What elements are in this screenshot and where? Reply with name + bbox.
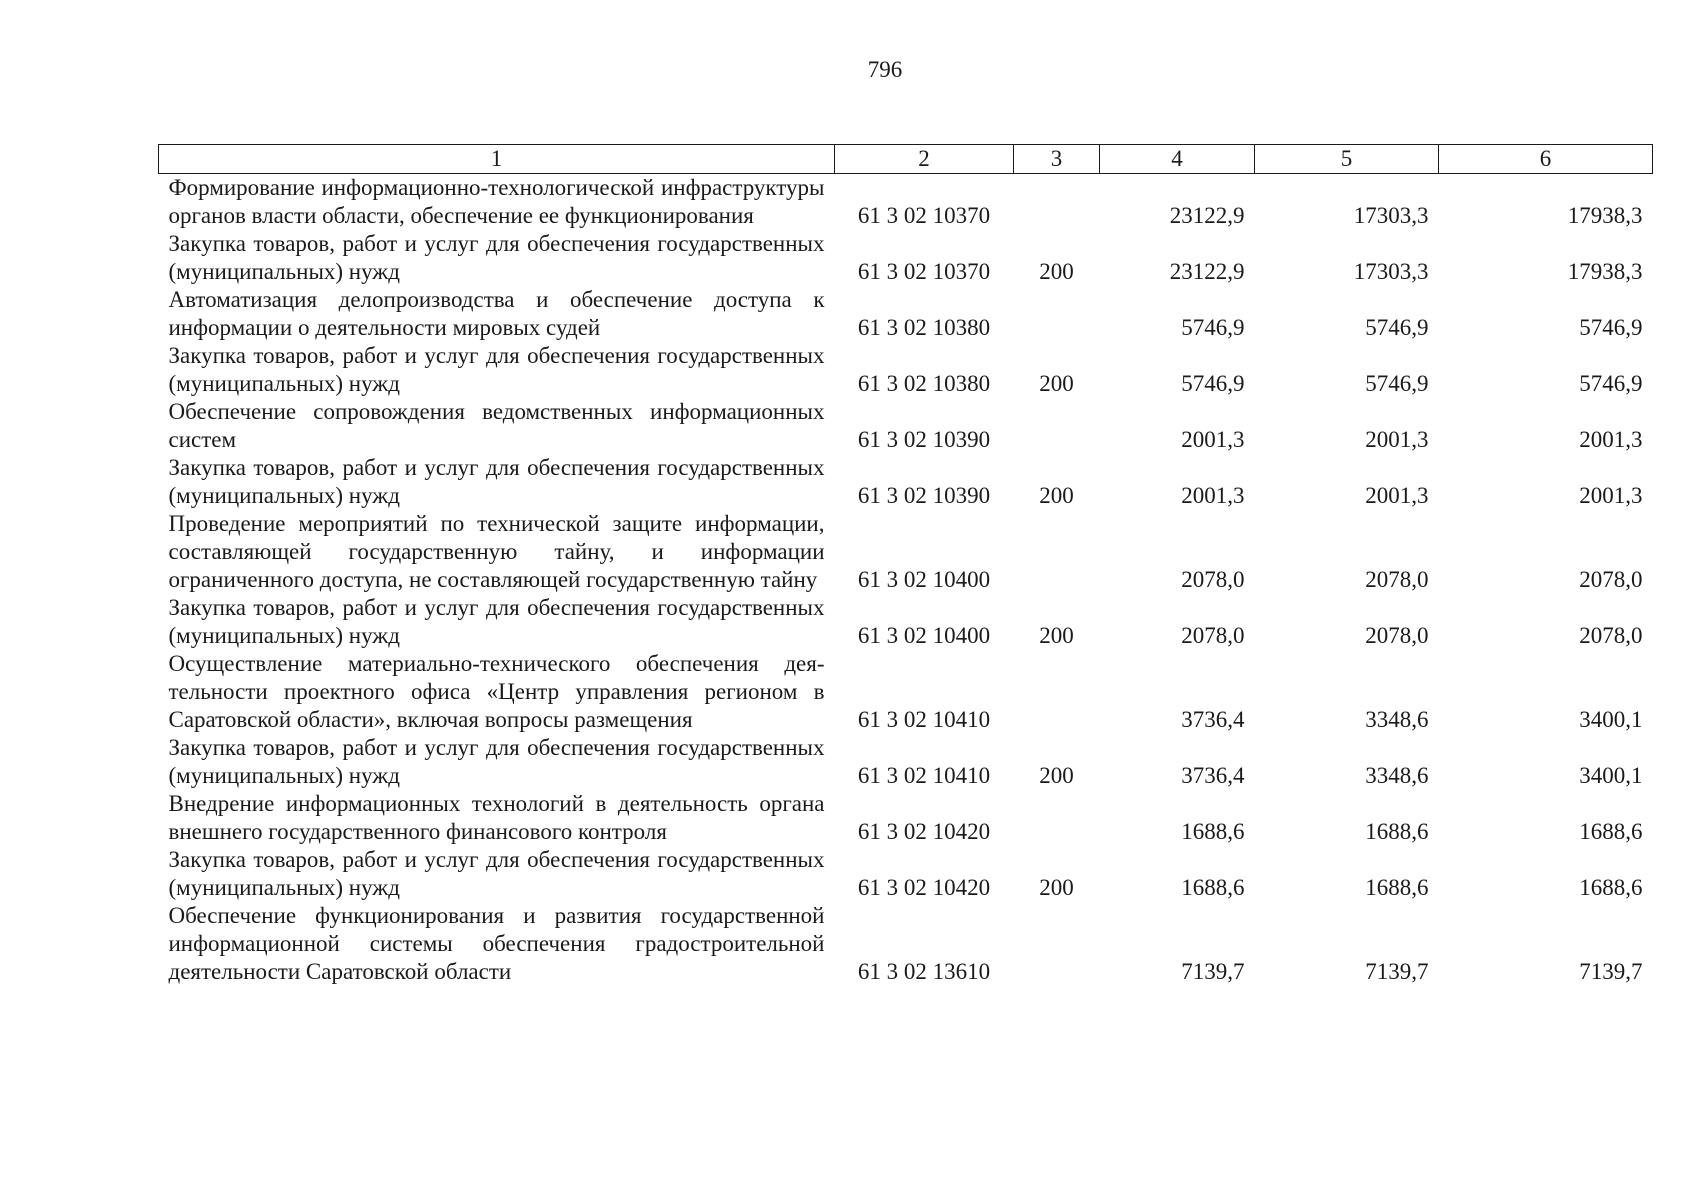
page-number: 796 bbox=[867, 57, 903, 82]
row-code: 61 3 02 10390 bbox=[857, 427, 991, 452]
row-value-col4: 1688,6 bbox=[1181, 875, 1245, 900]
row-value-col4: 2001,3 bbox=[1181, 483, 1245, 508]
row-value-col5: 2078,0 bbox=[1365, 623, 1429, 648]
row-name: Формирование информационно-технологической инфраструктуры органов власти области, обеспечение ее функционирования bbox=[168, 175, 825, 228]
row-value-col6: 1688,6 bbox=[1579, 875, 1643, 900]
row-code: 61 3 02 10390 bbox=[857, 483, 991, 508]
row-value-col6: 2001,3 bbox=[1579, 483, 1643, 508]
row-value-col4: 7139,7 bbox=[1181, 959, 1245, 984]
row-value-col5: 3348,6 bbox=[1365, 763, 1429, 788]
row-value-col5: 5746,9 bbox=[1365, 315, 1429, 340]
row-code: 61 3 02 10400 bbox=[857, 623, 991, 648]
header-cell-5: 5 bbox=[1255, 145, 1439, 174]
table-row bbox=[159, 650, 1653, 734]
row-expense-type: 200 bbox=[1039, 259, 1074, 284]
table-row bbox=[159, 174, 1653, 231]
row-code: 61 3 02 10370 bbox=[857, 259, 991, 284]
row-name: Автоматизация делопроизводства и обеспечение доступа к информации о деятельности мировых судей bbox=[168, 287, 825, 340]
row-name: Проведение мероприятий по технической защите информации, составляющей государственную тайну, и информации ограниченного доступа, не составляющей государственную тайну bbox=[168, 511, 825, 592]
row-value-col4: 2078,0 bbox=[1181, 567, 1245, 592]
row-code: 61 3 02 10380 bbox=[857, 371, 991, 396]
row-expense-type: 200 bbox=[1039, 763, 1074, 788]
row-value-col5: 1688,6 bbox=[1365, 875, 1429, 900]
row-value-col5: 17303,3 bbox=[1353, 203, 1429, 228]
row-code: 61 3 02 13610 bbox=[857, 959, 991, 984]
table-body bbox=[159, 174, 1653, 987]
row-expense-type: 200 bbox=[1039, 875, 1074, 900]
table-row bbox=[159, 454, 1653, 510]
header-cell-2: 2 bbox=[835, 145, 1014, 174]
row-value-col6: 5746,9 bbox=[1579, 315, 1643, 340]
row-code: 61 3 02 10420 bbox=[857, 819, 991, 844]
row-name: Внедрение информационных технологий в деятельность органа внешнего государственного финансового контроля bbox=[168, 791, 825, 844]
row-value-col4: 3736,4 bbox=[1181, 763, 1245, 788]
header-cell-1: 1 bbox=[159, 145, 835, 174]
row-value-col4: 5746,9 bbox=[1181, 315, 1245, 340]
row-expense-type: 200 bbox=[1039, 371, 1074, 396]
row-name: Закупка товаров, работ и услуг для обеспечения государственных (муниципальных) нужд bbox=[168, 735, 825, 788]
table-row bbox=[159, 594, 1653, 650]
row-code: 61 3 02 10410 bbox=[857, 763, 991, 788]
row-code: 61 3 02 10370 bbox=[857, 203, 991, 228]
row-value-col6: 2078,0 bbox=[1579, 567, 1643, 592]
row-value-col4: 1688,6 bbox=[1181, 819, 1245, 844]
row-name: Закупка товаров, работ и услуг для обеспечения государственных (муниципальных) нужд bbox=[168, 343, 825, 396]
row-code: 61 3 02 10420 bbox=[857, 875, 991, 900]
row-value-col5: 3348,6 bbox=[1365, 707, 1429, 732]
row-name: Закупка товаров, работ и услуг для обеспечения государственных (муниципальных) нужд bbox=[168, 455, 825, 508]
row-value-col4: 23122,9 bbox=[1169, 203, 1245, 228]
table-row bbox=[159, 790, 1653, 846]
table-header bbox=[159, 145, 1653, 174]
row-name: Закупка товаров, работ и услуг для обеспечения государственных (муниципальных) нужд bbox=[168, 847, 825, 900]
row-name: Осуществление материально-технического обеспечения деятельности проектного офиса «Центр управления регионом в Саратовской области», включая вопросы размещения bbox=[168, 651, 825, 732]
table-row bbox=[159, 230, 1653, 286]
row-value-col5: 17303,3 bbox=[1353, 259, 1429, 284]
row-expense-type: 200 bbox=[1039, 483, 1074, 508]
row-value-col4: 2001,3 bbox=[1181, 427, 1245, 452]
header-cell-3: 3 bbox=[1014, 145, 1100, 174]
row-code: 61 3 02 10400 bbox=[857, 567, 991, 592]
row-value-col5: 2001,3 bbox=[1365, 427, 1429, 452]
header-cell-6: 6 bbox=[1439, 145, 1653, 174]
row-value-col5: 2001,3 bbox=[1365, 483, 1429, 508]
table-row bbox=[159, 734, 1653, 790]
row-name: Закупка товаров, работ и услуг для обеспечения государственных (муниципальных) нужд bbox=[168, 231, 825, 284]
row-code: 61 3 02 10380 bbox=[857, 315, 991, 340]
row-expense-type bbox=[1014, 902, 1100, 986]
row-value-col6: 17938,3 bbox=[1567, 259, 1643, 284]
header-cell-4: 4 bbox=[1100, 145, 1255, 174]
row-value-col4: 5746,9 bbox=[1181, 371, 1245, 396]
row-name: Обеспечение сопровождения ведомственных информационных систем bbox=[168, 399, 825, 452]
row-name: Обеспечение функционирования и развития государственной информационной системы обеспечения градостроительной деятельности Саратовской области bbox=[168, 903, 825, 984]
row-name: Закупка товаров, работ и услуг для обеспечения государственных (муниципальных) нужд bbox=[168, 595, 825, 648]
row-value-col4: 23122,9 bbox=[1169, 259, 1245, 284]
table-row bbox=[159, 846, 1653, 902]
row-value-col6: 1688,6 bbox=[1579, 819, 1643, 844]
row-expense-type bbox=[1014, 510, 1100, 594]
table-row bbox=[159, 398, 1653, 454]
row-value-col5: 7139,7 bbox=[1365, 959, 1429, 984]
row-value-col6: 2001,3 bbox=[1579, 427, 1643, 452]
row-value-col4: 2078,0 bbox=[1181, 623, 1245, 648]
row-value-col6: 7139,7 bbox=[1579, 959, 1643, 984]
table-row bbox=[159, 510, 1653, 594]
table-row bbox=[159, 342, 1653, 398]
row-expense-type bbox=[1014, 790, 1100, 846]
table-row bbox=[159, 902, 1653, 986]
row-value-col6: 3400,1 bbox=[1579, 707, 1643, 732]
header-row bbox=[159, 145, 1653, 174]
budget-table bbox=[158, 144, 1653, 986]
row-expense-type bbox=[1014, 398, 1100, 454]
row-code: 61 3 02 10410 bbox=[857, 707, 991, 732]
row-value-col4: 3736,4 bbox=[1181, 707, 1245, 732]
row-expense-type bbox=[1014, 286, 1100, 342]
row-value-col6: 2078,0 bbox=[1579, 623, 1643, 648]
row-expense-type bbox=[1014, 650, 1100, 734]
row-value-col5: 1688,6 bbox=[1365, 819, 1429, 844]
row-value-col6: 5746,9 bbox=[1579, 371, 1643, 396]
table-row bbox=[159, 286, 1653, 342]
row-expense-type bbox=[1014, 174, 1100, 231]
row-value-col5: 2078,0 bbox=[1365, 567, 1429, 592]
row-value-col6: 17938,3 bbox=[1567, 203, 1643, 228]
row-expense-type: 200 bbox=[1039, 623, 1074, 648]
row-value-col6: 3400,1 bbox=[1579, 763, 1643, 788]
row-value-col5: 5746,9 bbox=[1365, 371, 1429, 396]
